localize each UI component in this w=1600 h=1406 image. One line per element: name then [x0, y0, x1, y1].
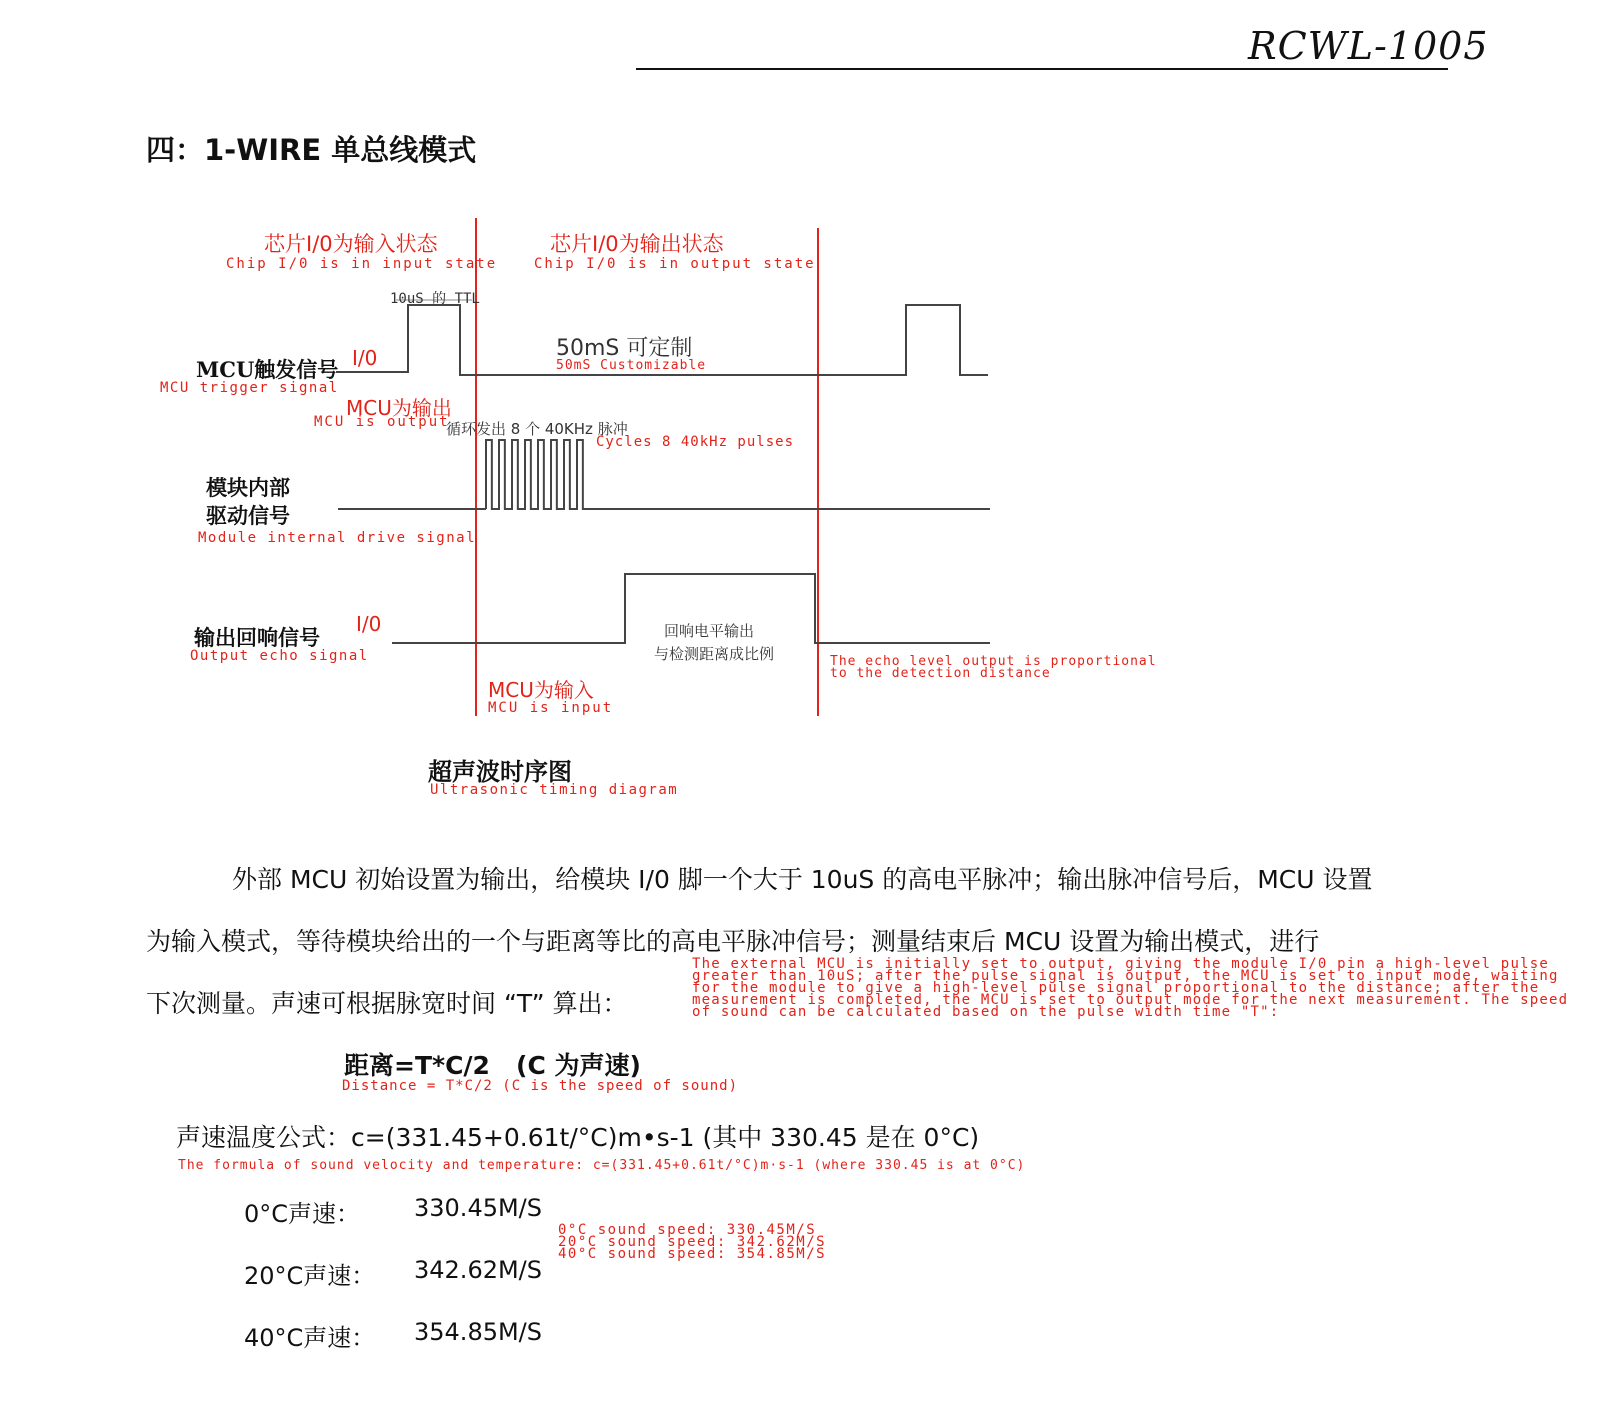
echo-level-label-zh-1: 回响电平输出: [664, 622, 755, 640]
echo-signal-label-en: Output echo signal: [190, 648, 369, 664]
paragraph-line-1: 外部 MCU 初始设置为输出，给模块 I/0 脚一个大于 10uS 的高电平脉冲；输出脉冲信号后，MCU 设置: [232, 865, 1373, 894]
state-output-label-en: Chip I/0 is in output state: [534, 256, 816, 272]
speed-label: 20°C声速：: [244, 1262, 376, 1290]
paragraph-translation: [692, 958, 1568, 1018]
mcu-output-label-zh: MCU为输出: [346, 396, 452, 420]
state-output-label-zh: 芯片I/0为输出状态: [550, 232, 724, 256]
paragraph-translation-line: measurement is completed, the MCU is set to output mode for the next measurement. The speed: [692, 992, 1569, 1008]
state-input-label-zh: 芯片I/0为输入状态: [264, 232, 438, 256]
drive-signal-label-en: Module internal drive signal: [198, 530, 477, 546]
speeds-translation: [558, 1224, 826, 1260]
paragraph-line-2: 为输入模式，等待模块给出的一个与距离等比的高电平脉冲信号；测量结束后 MCU 设置为输出模式，进行: [146, 927, 1320, 956]
distance-formula-en: Distance = T*C/2 (C is the speed of sound): [342, 1078, 739, 1094]
trigger-signal-label-zh: MCU触发信号: [196, 357, 339, 382]
trigger-io-label: I/0: [352, 346, 378, 370]
mcu-output-label-en: MCU is output: [314, 414, 450, 430]
distance-formula: 距离=T*C/2 (C 为声速): [344, 1051, 641, 1080]
speed-value: 354.85M/S: [414, 1318, 543, 1346]
ttl-note: 10uS 的 TTL: [390, 291, 480, 307]
speed-label: 0°C声速：: [244, 1200, 361, 1228]
diagram-caption-zh: 超声波时序图: [428, 757, 572, 786]
speeds-translation-line: 40°C sound speed: 354.85M/S: [558, 1246, 827, 1262]
drive-signal-label-zh-1: 模块内部: [206, 475, 290, 500]
echo-level-label-en-2: to the detection distance: [830, 666, 1051, 681]
paragraph-translation-line: The external MCU is initially set to output, giving the module I/0 pin a high-level pulse: [692, 956, 1549, 972]
diagram-caption-en: Ultrasonic timing diagram: [430, 782, 679, 798]
drive-pulse-burst: [486, 440, 590, 509]
mcu-input-label-en: MCU is input: [488, 700, 614, 716]
speeds-translation-line: 0°C sound speed: 330.45M/S: [558, 1222, 817, 1238]
temperature-formula-en: The formula of sound velocity and temperature: c=(331.45+0.61t/°C)m·s-1 (where 330.45 is at 0°C): [178, 1158, 1026, 1173]
speed-label: 40°C声速：: [244, 1324, 376, 1352]
echo-level-label-zh-2: 与检测距离成比例: [654, 645, 775, 663]
trigger-signal-label-en: MCU trigger signal: [160, 380, 339, 396]
echo-signal-label-zh: 输出回响信号: [194, 625, 320, 650]
document-title: RCWL-1005: [1248, 24, 1489, 68]
state-input-label-en: Chip I/0 is in input state: [226, 256, 498, 272]
paragraph-translation-line: greater than 10uS; after the pulse signal is output, the MCU is set to input mode, waiting: [692, 968, 1559, 984]
speed-value: 342.62M/S: [414, 1256, 543, 1284]
pulses-label-zh: 循环发出 8 个 40KHz 脉冲: [446, 420, 628, 438]
section-heading: 四：1-WIRE 单总线模式: [146, 133, 477, 167]
drive-waveform: [338, 440, 990, 509]
drive-signal-label-zh-2: 驱动信号: [206, 503, 290, 528]
custom-label-zh: 50mS 可定制: [556, 336, 693, 361]
speed-value: 330.45M/S: [414, 1194, 543, 1222]
speeds-translation-line: 20°C sound speed: 342.62M/S: [558, 1234, 827, 1250]
custom-label-en: 50mS Customizable: [556, 358, 707, 373]
echo-io-label: I/0: [356, 612, 382, 636]
mcu-input-label-zh: MCU为输入: [488, 678, 594, 702]
paragraph-line-3: 下次测量。声速可根据脉宽时间 “T” 算出：: [146, 989, 628, 1018]
paragraph-translation-line: of sound can be calculated based on the pulse width time "T":: [692, 1004, 1280, 1020]
echo-level-label-en-1: The echo level output is proportional: [830, 654, 1157, 669]
paragraph-translation-line: for the module to give a high-level pulse signal proportional to the distance; after the: [692, 980, 1540, 996]
pulses-label-en: Cycles 8 40kHz pulses: [596, 434, 795, 450]
temperature-formula: 声速温度公式：c=(331.45+0.61t/°C)m•s-1 (其中 330.45 是在 0°C): [176, 1123, 980, 1152]
